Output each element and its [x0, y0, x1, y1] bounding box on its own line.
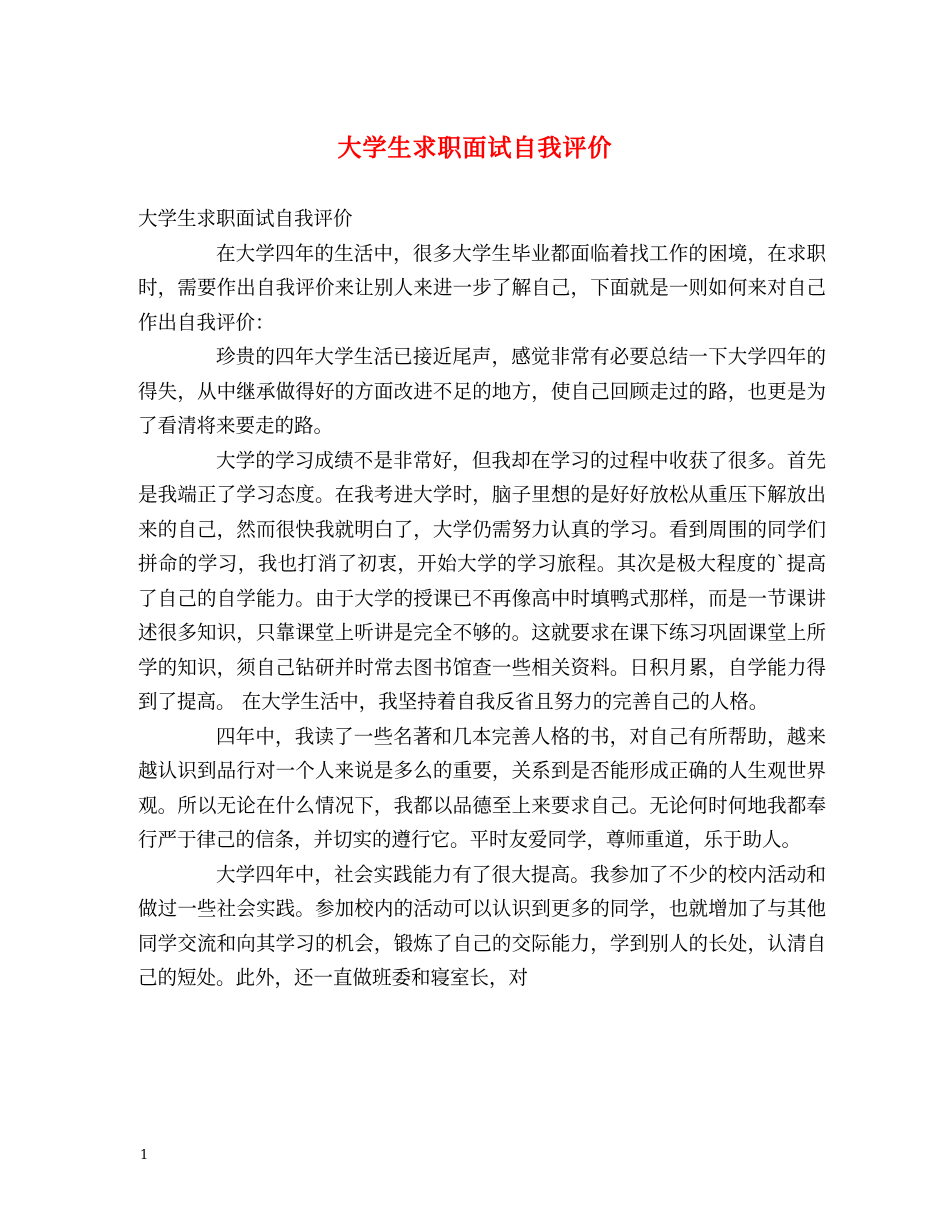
paragraph-5: 大学四年中，社会实践能力有了很大提高。我参加了不少的校内活动和做过一些社会实践。参加校内的活动可以认识到更多的同学，也就增加了与其他同学交流和向其学习的机会，锻炼了自己的交际能力，学到别人的长处，认清自己的短处。此外，还一直做班委和寝室长，对 [138, 862, 826, 989]
page-number: 1 [140, 1148, 149, 1163]
document-subheading: 大学生求职面试自我评价 [138, 207, 353, 230]
document-title: 大学生求职面试自我评价 [337, 133, 613, 162]
document-body [138, 202, 826, 996]
paragraph-2: 珍贵的四年大学生活已接近尾声，感觉非常有必要总结一下大学四年的得失，从中继承做得好的方面改进不足的地方，使自己回顾走过的路，也更是为了看清将来要走的路。 [138, 345, 826, 437]
paragraph-4: 四年中，我读了一些名著和几本完善人格的书，对自己有所帮助，越来越认识到品行对一个人来说是多么的重要，关系到是否能形成正确的人生观世界观。所以无论在什么情况下，我都以品德至上来要求自己。无论何时何地我都奉行严于律己的信条，并切实的遵行它。平时友爱同学，尊师重道，乐于助人。 [138, 724, 826, 851]
paragraph-1: 在大学四年的生活中，很多大学生毕业都面临着找工作的困境，在求职时，需要作出自我评价来让别人来进一步了解自己，下面就是一则如何来对自己作出自我评价： [138, 241, 826, 334]
paragraph-3: 大学的学习成绩不是非常好，但我却在学习的过程中收获了很多。首先是我端正了学习态度。在我考进大学时，脑子里想的是好好放松从重压下解放出来的自己，然而很快我就明白了，大学仍需努力认真的学习。看到周围的同学们拼命的学习，我也打消了初衷，开始大学的学习旅程。其次是极大程度的`提高了自己的自学能力。由于大学的授课已不再像高中时填鸭式那样，而是一节课讲述很多知识，只靠课堂上听讲是完全不够的。这就要求在课下练习巩固课堂上所学的知识，须自己钻研并时常去图书馆查一些相关资料。日积月累，自学能力得到了提高。 在大学生活中，我坚持着自我反省且努力的完善自己的人格。 [138, 448, 826, 713]
